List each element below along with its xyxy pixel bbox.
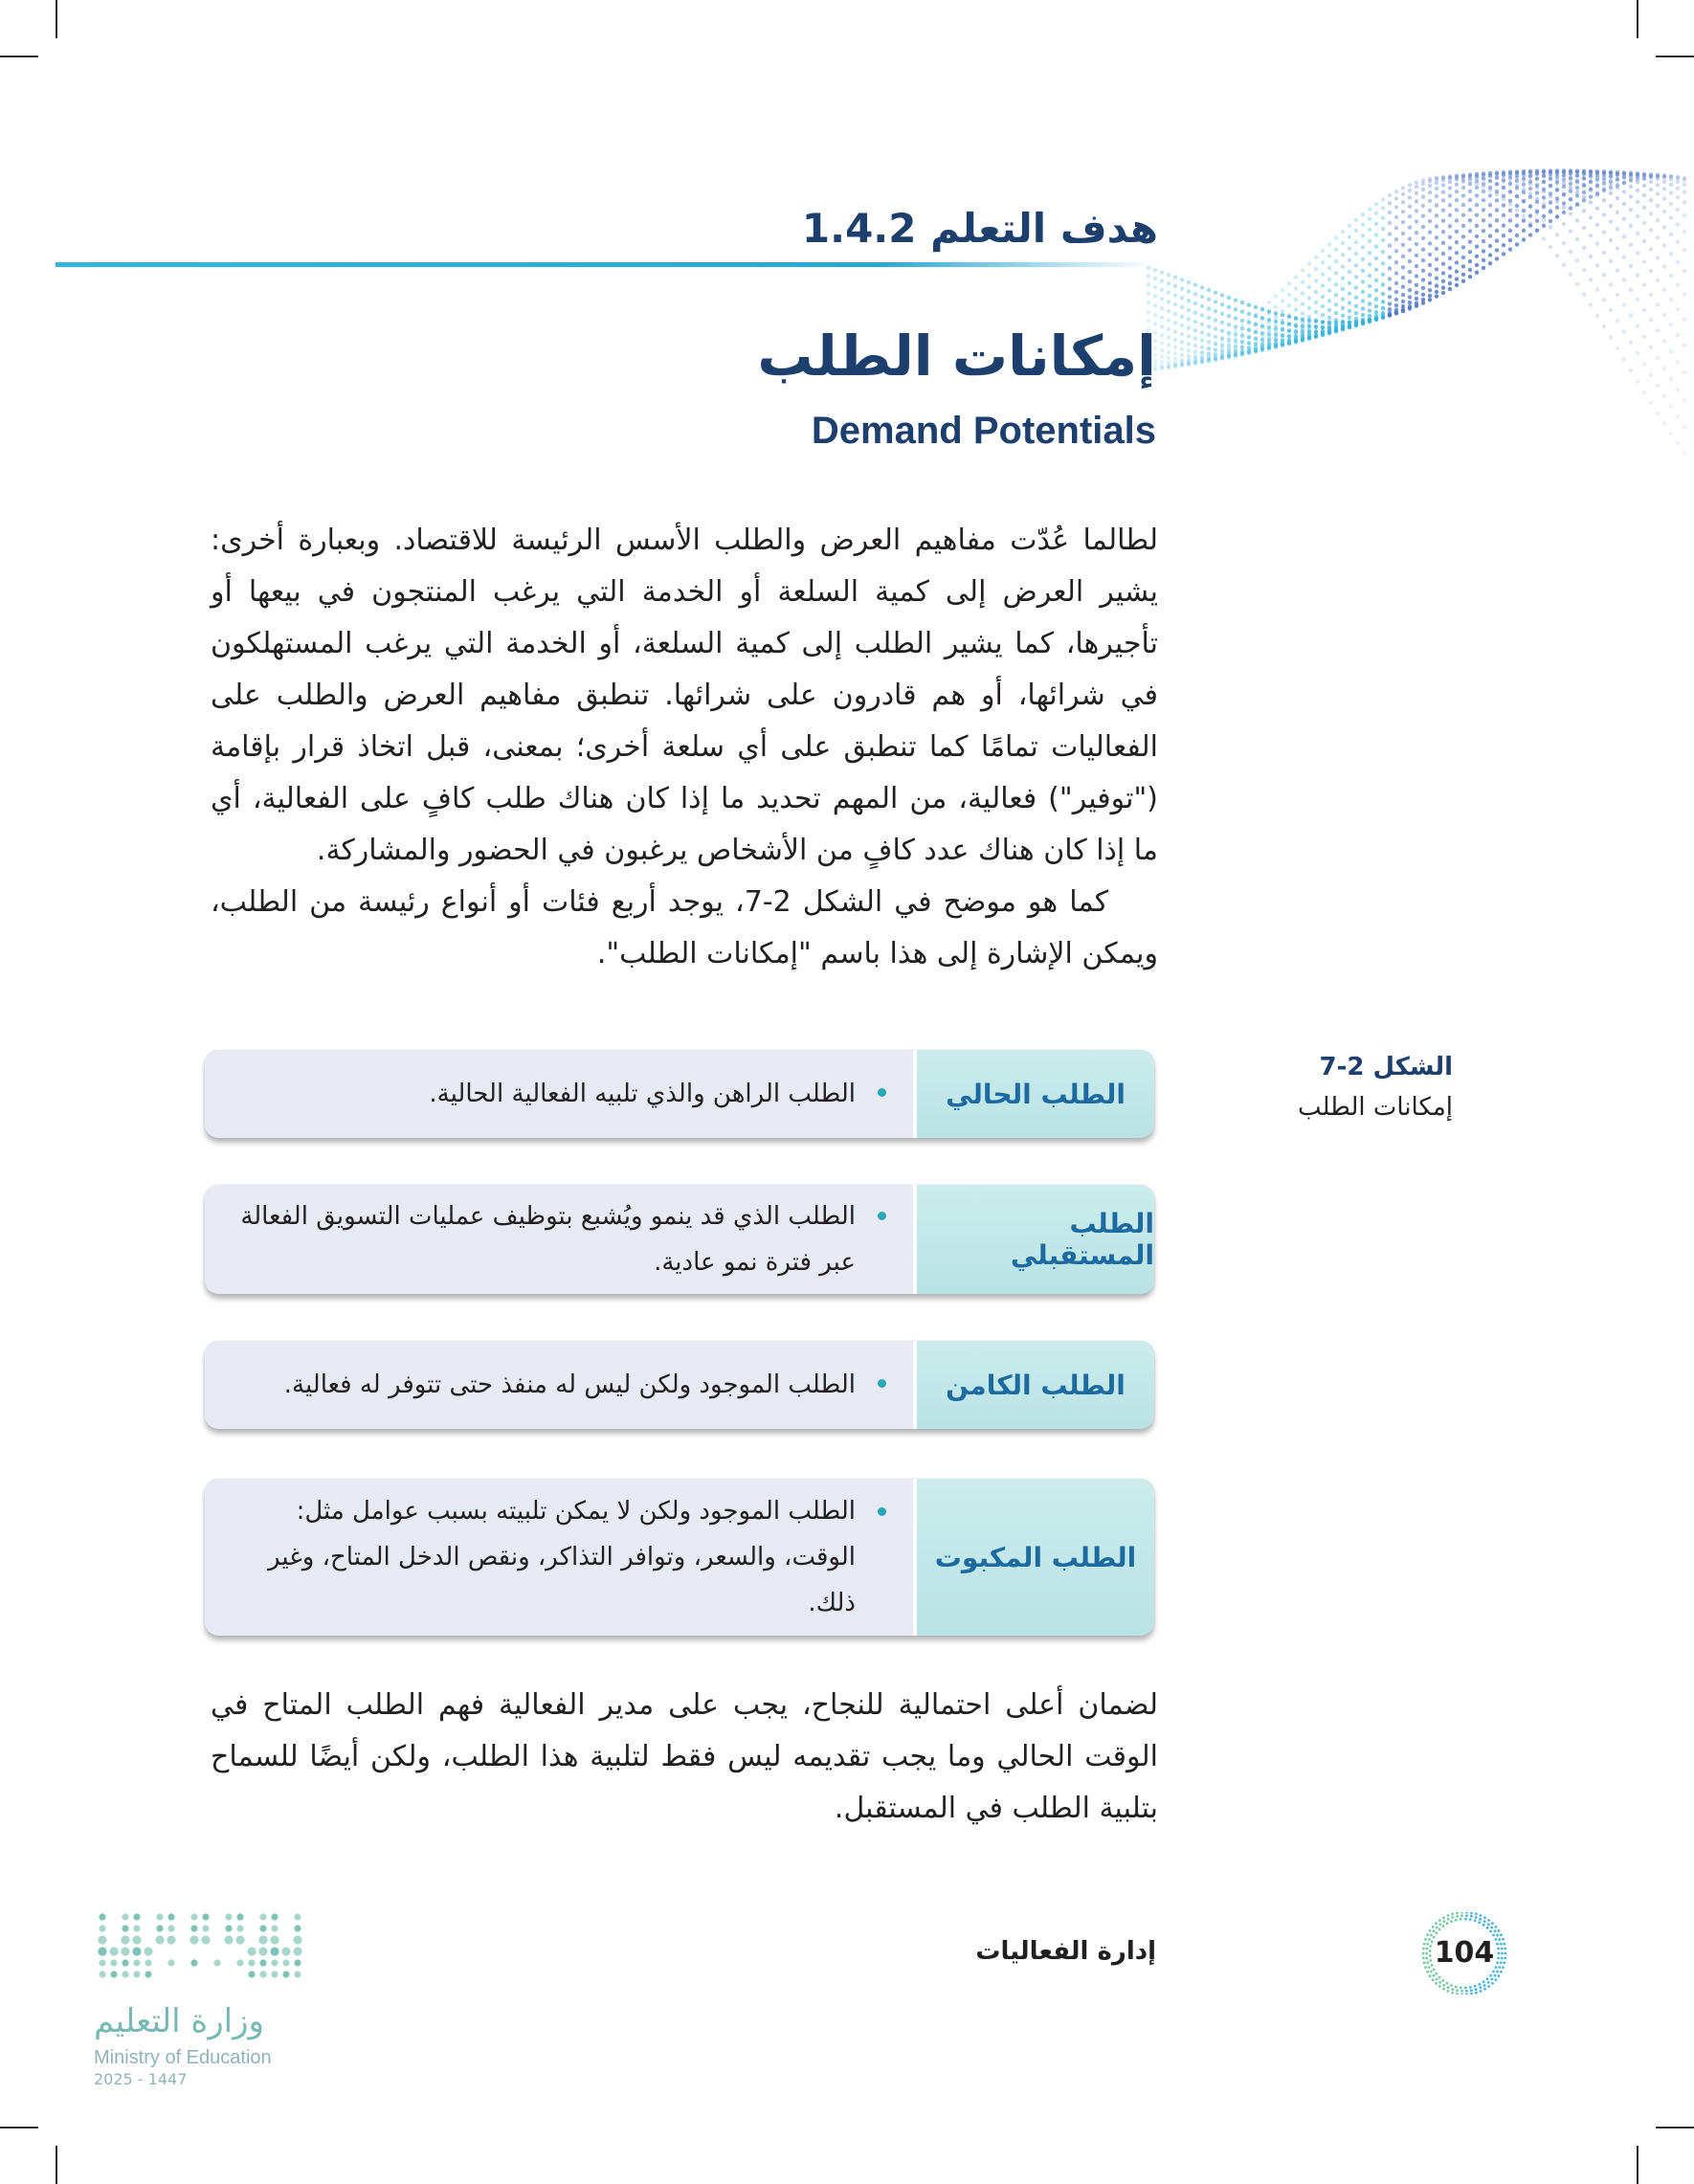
figure-number: الشكل 2-7 <box>1319 1053 1453 1081</box>
demand-card-latent <box>205 1341 1154 1429</box>
figure-label <box>1298 1053 1453 1122</box>
ministry-name-arabic: وزارة التعليم <box>94 2002 264 2040</box>
crop-mark <box>0 56 38 57</box>
demand-card-header: الطلب المكبوت <box>913 1479 1154 1636</box>
crop-mark <box>1637 2146 1638 2184</box>
bullet-icon <box>878 1088 886 1097</box>
crop-mark <box>56 2146 57 2184</box>
demand-card-header: الطلب المستقبلي <box>913 1185 1154 1294</box>
crop-mark <box>56 0 57 38</box>
crop-mark <box>1637 0 1638 38</box>
page-title-english: Demand Potentials <box>811 410 1156 452</box>
bullet-icon <box>878 1507 886 1516</box>
demand-card-header: الطلب الكامن <box>913 1341 1154 1429</box>
ministry-name-english: Ministry of Education <box>94 2047 272 2068</box>
page-title-arabic: إمكانات الطلب <box>757 323 1156 389</box>
objective-rule <box>56 262 1156 267</box>
intro-paragraph: لطالما عُدّت مفاهيم العرض والطلب الأسس الرئيسة للاقتصاد. وبعبارة أخرى: يشير العرض إلى كمية السلعة أو الخدمة التي يرغب المنتجون في بيعها أو تأجيرها، كما يشير الطلب إلى كمية السلعة، أو الخدمة التي يرغب المستهلكون في شرائها، أو هم قادرون على شرائها. تنطبق مفاهيم العرض والطلب على الفعاليات تمامًا كما تنطبق على أي سلعة أخرى؛ بمعنى، قبل اتخاذ قرار بإقامة ("توفير") فعالية، من المهم تحديد ما إذا كان هناك طلب كافٍ على الفعالية، أي ما إذا كان هناك عدد كافٍ من الأشخاص يرغبون في الحضور والمشاركة. <box>211 524 1158 867</box>
demand-card-description <box>205 1341 913 1429</box>
conclusion-paragraph: لضمان أعلى احتمالية للنجاح، يجب على مدير الفعالية فهم الطلب المتاح في الوقت الحالي وما يجب تقديمه ليس فقط لتلبية هذا الطلب، ولكن أيضًا للسماح بتلبية الطلب في المستقبل. <box>211 1688 1158 1825</box>
demand-card-current <box>205 1050 1154 1138</box>
learning-objective-label: هدف التعلم 1.4.2 <box>801 205 1158 252</box>
decorative-wave <box>1129 124 1694 498</box>
crop-mark <box>1656 56 1694 57</box>
figure-caption: إمكانات الطلب <box>1298 1093 1453 1122</box>
crop-mark <box>1656 2127 1694 2128</box>
demand-description-text: الطلب الموجود ولكن لا يمكن تلبيته بسبب عوامل مثل: الوقت، والسعر، وتوافر التذاكر، ونقص الدخل المتاح، وغير ذلك. <box>268 1497 856 1617</box>
demand-description-text: الطلب الموجود ولكن ليس له منفذ حتى تتوفر له فعالية. <box>283 1371 856 1399</box>
demand-card-description <box>205 1185 913 1294</box>
page-number: 104 <box>1434 1936 1495 1970</box>
demand-card-description <box>205 1479 913 1636</box>
demand-card-future <box>205 1185 1154 1294</box>
bullet-icon <box>878 1212 886 1220</box>
demand-card-header: الطلب الحالي <box>913 1050 1154 1138</box>
ministry-year: 2025 - 1447 <box>94 2070 188 2088</box>
demand-description-text: الطلب الراهن والذي تلبيه الفعالية الحالية. <box>429 1080 856 1108</box>
demand-card-description <box>205 1050 913 1138</box>
figure-reference-paragraph: كما هو موضح في الشكل 2-7، يوجد أربع فئات أو أنواع رئيسة من الطلب، ويمكن الإشارة إلى هذا باسم "إمكانات الطلب". <box>211 885 1158 970</box>
demand-card-suppressed <box>205 1479 1154 1636</box>
demand-description-text: الطلب الذي قد ينمو ويُشبع بتوظيف عمليات التسويق الفعالة عبر فترة نمو عادية. <box>240 1202 856 1277</box>
book-title: إدارة الفعاليات <box>975 1937 1156 1966</box>
crop-mark <box>0 2127 38 2128</box>
bullet-icon <box>878 1379 886 1388</box>
